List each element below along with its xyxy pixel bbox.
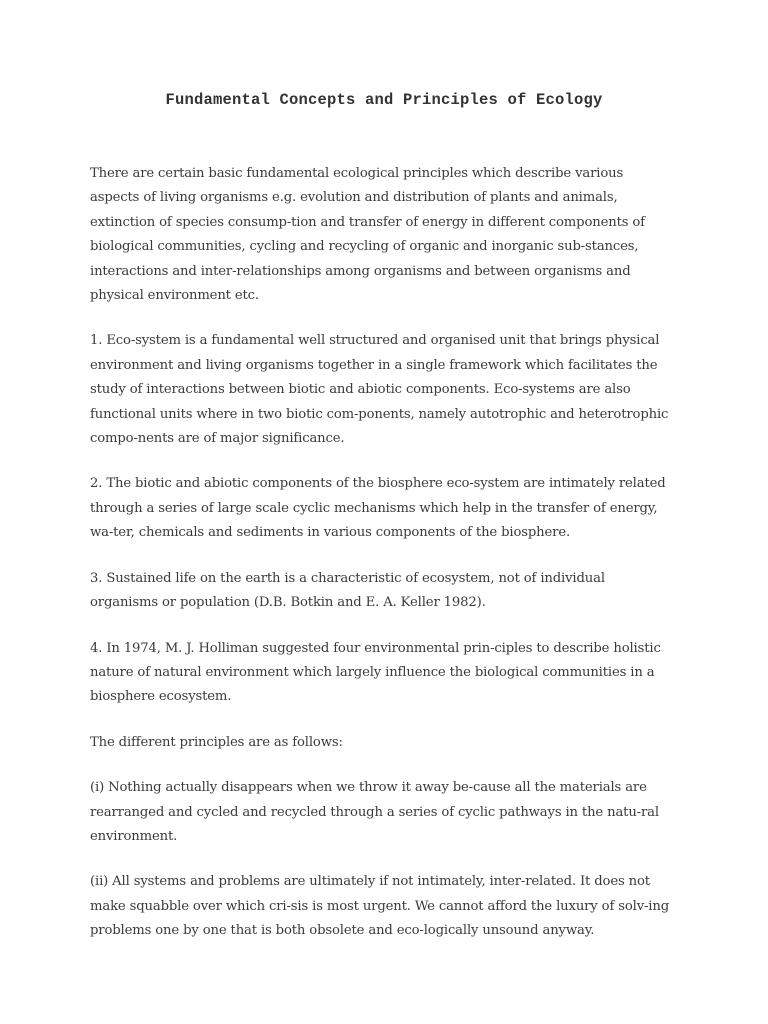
paragraph-intro: There are certain basic fundamental ecological principles which describe various aspects of living organisms e.g. evolution and distribution of plants and animals, extinction of species consump-tion and transfer of energy in different components of biological communities, cycling and recycling of organic and inorganic sub-stances, interactions and inter-relationships among organisms and between organisms and physical environment etc. (90, 166, 645, 304)
document-body (90, 162, 675, 965)
paragraph-principle-i: (i) Nothing actually disappears when we throw it away be-cause all the materials are rearranged and cycled and recycled through a series of cyclic pathways in the natu-ral environment. (90, 780, 659, 844)
paragraph-point-3: 3. Sustained life on the earth is a characteristic of ecosystem, not of individual organisms or population (D.B. Botkin and E. A. Keller 1982). (90, 570, 605, 611)
paragraph-point-4: 4. In 1974, M. J. Holliman suggested four environmental prin-ciples to describe holistic nature of natural environment which largely influence the biological communities in a biosphere ecosystem. (90, 640, 661, 705)
paragraph-principles-intro: The different principles are as follows: (90, 734, 343, 750)
paragraph-point-2: 2. The biotic and abiotic components of the biosphere eco-system are intimately related through a series of large scale cyclic mechanisms which help in the transfer of energy, wa-ter, chemicals and sediments in various components of the biosphere. (90, 476, 666, 541)
paragraph-point-1: 1. Eco-system is a fundamental well structured and organised unit that brings physical environment and living organisms together in a single framework which facilitates the study of interactions between biotic and abiotic components. Eco-systems are also functional units where in two biotic com-ponents, namely autotrophic and heterotrophic compo-nents are of major significance. (90, 333, 669, 447)
paragraph-principle-ii: (ii) All systems and problems are ultimately if not intimately, inter-related. It does not make squabble over which cri-sis is most urgent. We cannot afford the luxury of solv-ing problems one by one that is both obsolete and eco-logically unsound anyway. (90, 874, 670, 939)
document-title: Fundamental Concepts and Principles of Ecology (165, 91, 603, 109)
